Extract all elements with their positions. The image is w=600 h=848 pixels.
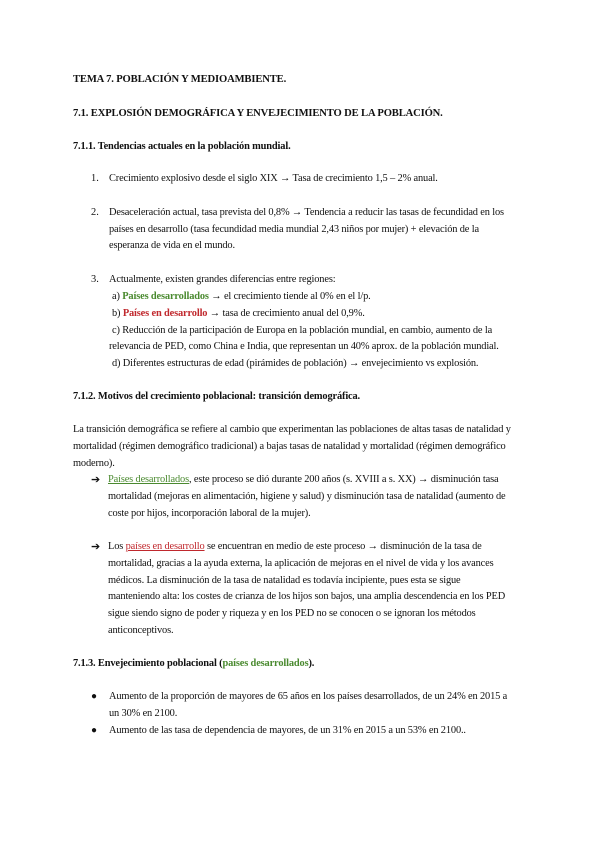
dot-bullet-icon: ● [91,725,98,736]
bullet-line: un 30% en 2100. [109,708,178,719]
bullet-line [108,473,498,487]
list-item-text: Desaceleración actual, tasa prevista del 0,8% → Tendencia a reducir las tasas de fecundidad en los [109,207,504,218]
list-number: 1. [91,173,99,184]
bullet-text: , este proceso se dió durante 200 años (s. XVIII a s. XX) → disminución tasa [188,474,499,485]
bullet-text: se encuentran en medio de este proceso → disminución de la tasa de [204,541,482,552]
highlight-paises-desarrollados: Países desarrollados [122,291,209,302]
sub-item-a [112,290,371,304]
arrow-bullet-icon: ➔ [91,541,101,553]
dot-bullet-icon: ● [91,691,98,702]
bullet-line: Aumento de la proporción de mayores de 65 años en los países desarrollados, de un 24% en 2015 a [109,691,508,702]
sub-item-label: a) [112,291,123,302]
bullet-line: manteniendo alta: los costes de crianza de los hijos son bajos, una amplia descendencia en los PED [108,591,506,602]
bullet-line: sigue siendo signo de poder y riqueza y en los PED no se conocen o se ignoran los métodos [108,608,476,619]
sub-item-text: → tasa de crecimiento anual del 0,9%. [207,308,365,319]
bullet-line [108,540,482,554]
section-heading: 7.1. EXPLOSIÓN DEMOGRÁFICA Y ENVEJECIMIENTO DE LA POBLACIÓN. [73,108,443,119]
paragraph-line: mortalidad (régimen demográfico tradicional) a bajas tasas de natalidad y mortalidad (régimen demográfico [73,441,506,452]
bullet-line: Aumento de las tasa de dependencia de mayores, de un 31% en 2015 a un 53% en 2100.. [109,725,466,736]
bullet-line: anticonceptivos. [108,625,174,636]
heading-text: ). [308,658,315,669]
paragraph-line: La transición demográfica se refiere al cambio que experimentan las poblaciones de altas tasas de natalidad y [73,424,511,435]
list-number: 3. [91,274,99,285]
sub-item-d: d) Diferentes estructuras de edad (pirámides de población) → envejecimiento vs explosión. [112,358,479,369]
subsection-heading: 7.1.2. Motivos del crecimiento poblacional: transición demográfica. [73,391,361,402]
sub-item-c-cont: relevancia de PED, como China e India, que representan un 40% aprox. de la población mundial. [109,341,499,352]
sub-item-b [112,307,365,321]
bullet-line: mortalidad (mejoras en alimentación, higiene y salud) y disminución tasa de natalidad (aumento de [108,491,506,502]
bullet-prefix: Los [108,541,126,552]
sub-item-c: c) Reducción de la participación de Europa en la población mundial, en cambio, aumento de la [112,325,493,336]
highlight-paises-desarrollados: países desarrollados [222,658,309,669]
arrow-bullet-icon: ➔ [91,474,101,486]
list-item-text: Actualmente, existen grandes diferencias entre regiones: [109,274,336,285]
bullet-line: coste por hijos, incorporación laboral de la mujer). [108,508,311,519]
list-item-text: países en desarrollo (tasa fecundidad media mundial 2,43 niños por mujer) + elevación de la [109,224,479,235]
highlight-paises-desarrollados: Países desarrollados [108,474,189,485]
bullet-line: médicos. La disminución de la tasa de natalidad es todavía incipiente, pues esta se sigue [108,575,461,586]
list-item-text: Crecimiento explosivo desde el siglo XIX → Tasa de crecimiento 1,5 – 2% anual. [109,173,438,184]
document-title: TEMA 7. POBLACIÓN Y MEDIOAMBIENTE. [73,74,287,85]
highlight-paises-en-desarrollo: Países en desarrollo [122,308,208,319]
heading-text: 7.1.3. Envejecimiento poblacional ( [73,658,223,669]
paragraph-line: moderno). [73,458,115,469]
bullet-line: mortalidad, gracias a la ayuda externa, la aplicación de mejoras en el nivel de vida y los avances [108,558,494,569]
subsection-heading [73,657,314,671]
sub-item-text: → el crecimiento tiende al 0% en el l/p. [208,291,371,302]
highlight-paises-en-desarrollo: países en desarrollo [125,541,205,552]
list-item-text: esperanza de vida en el mundo. [109,240,235,251]
list-number: 2. [91,207,99,218]
subsection-heading: 7.1.1. Tendencias actuales en la población mundial. [73,141,291,152]
sub-item-label: b) [112,308,123,319]
